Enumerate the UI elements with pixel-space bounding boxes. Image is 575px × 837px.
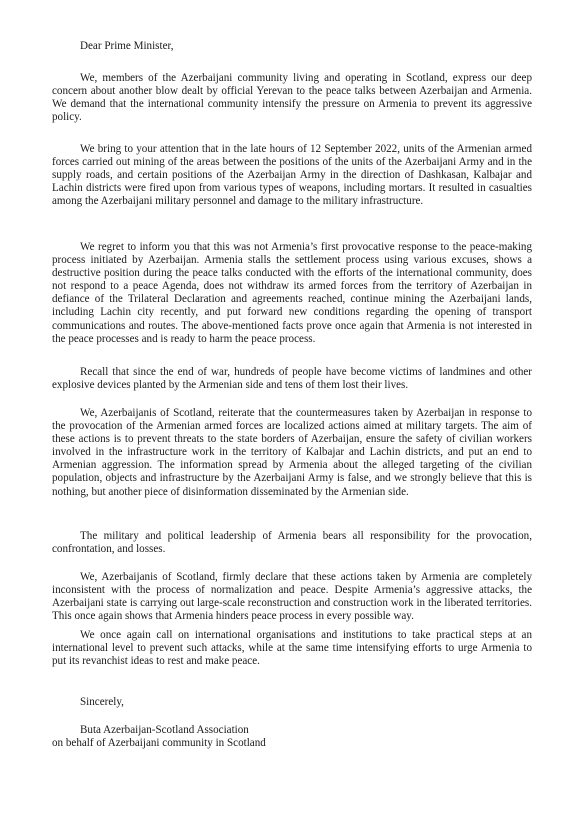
paragraph-declaration: We, Azerbaijanis of Scotland, firmly declare that these actions taken by Armenia are completely inconsistent with the process of normalization and peace. Despite Armenia’s aggressive attacks, the Azerbaijani state is carrying out large-scale reconstruction and construction work in the liberated territories. This once again shows that Armenia hinders peace process in every possible way. [52, 571, 532, 623]
paragraph-landmines: Recall that since the end of war, hundreds of people have become victims of landmines and other explosive devices planted by the Armenian side and tens of them lost their lives. [52, 366, 532, 392]
signature-on-behalf: on behalf of Azerbaijani community in Scotland [52, 737, 266, 749]
paragraph-responsibility: The military and political leadership of Armenia bears all responsibility for the provocation, confrontation, and losses. [52, 530, 532, 556]
paragraph-countermeasures: We, Azerbaijanis of Scotland, reiterate that the countermeasures taken by Azerbaijan in response to the provocation of the Armenian armed forces are localized actions aimed at military targets. The aim of these actions is to prevent threats to the state borders of Azerbaijan, ensure the safety of civilian workers involved in the infrastructure work in the territory of Kalbajar and Lachin districts, and put an end to Armenian aggression. The information spread by Armenia about the alleged targeting of the civilian population, objects and infrastructure by the Azerbaijani Army is false, and we strongly believe that this is nothing, but another piece of disinformation disseminated by the Armenian side. [52, 407, 532, 498]
paragraph-incident: We bring to your attention that in the late hours of 12 September 2022, units of the Armenian armed forces carried out mining of the areas between the positions of the units of the Azerbaijani Army and in the supply roads, and certain positions of the Azerbaijan Army in the direction of Dashkasan, Kalbajar and Lachin districts were fired upon from various types of weapons, including mortars. It resulted in casualties among the Azerbaijani military personnel and damage to the military infrastructure. [52, 143, 532, 208]
signature-organization: Buta Azerbaijan-Scotland Association [80, 724, 249, 736]
salutation: Dear Prime Minister, [80, 40, 174, 52]
paragraph-provocations: We regret to inform you that this was not Armenia’s first provocative response to the peace-making process initiated by Azerbaijan. Armenia stalls the settlement process using various excuses, shows a destructive position during the peace talks conducted with the efforts of the international community, does not respond to a peace Agenda, does not withdraw its armed forces from the territory of Azerbaijan in defiance of the Trilateral Declaration and agreements reached, continue mining the Azerbaijani lands, including Lachin city recently, and put forward new conditions regarding the opening of transport communications and routes. The above-mentioned facts prove once again that Armenia is not interested in the peace processes and is ready to harm the peace process. [52, 241, 532, 345]
closing: Sincerely, [80, 696, 124, 708]
paragraph-call-to-action: We once again call on international organisations and institutions to take practical steps at an international level to prevent such attacks, while at the same time intensifying efforts to urge Armenia to put its revanchist ideas to rest and make peace. [52, 629, 532, 668]
paragraph-concern: We, members of the Azerbaijani community living and operating in Scotland, express our deep concern about another blow dealt by official Yerevan to the peace talks between Azerbaijan and Armenia. We demand that the international community intensify the pressure on Armenia to prevent its aggressive policy. [52, 72, 532, 124]
